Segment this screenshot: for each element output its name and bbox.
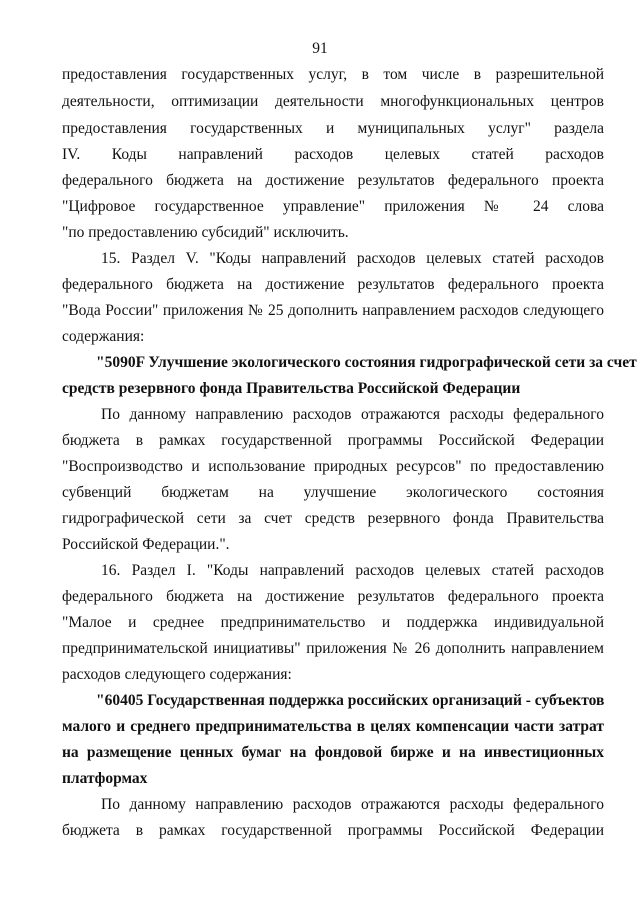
text-line: расходов следующего содержания: xyxy=(62,666,292,683)
text-line-code: средств резервного фонда Правительства Российской Федерации xyxy=(62,380,521,397)
text-line: бюджета в рамках государственной программы Российской Федерации xyxy=(62,822,604,839)
text-line: "Вода России" приложения № 25 дополнить направлением расходов следующего xyxy=(62,302,604,319)
text-line: федерального бюджета на достижение результатов федерального проекта xyxy=(62,172,604,189)
text-line-code: малого и среднего предпринимательства в целях компенсации части затрат xyxy=(62,718,604,735)
text-line: По данному направлению расходов отражаются расходы федерального xyxy=(101,796,604,813)
text-line: По данному направлению расходов отражаются расходы федерального xyxy=(101,406,604,423)
text-line: предпринимательской инициативы" приложения № 26 дополнить направлением xyxy=(62,640,604,657)
text-line: федерального бюджета на достижение результатов федерального проекта xyxy=(62,276,604,293)
text-line-code: "5090F Улучшение экологического состояния гидрографической сети за счет xyxy=(96,354,637,371)
text-line-code: "60405 Государственная поддержка российских организаций - субъектов xyxy=(96,692,605,709)
text-line: деятельности, оптимизации деятельности многофункциональных центров xyxy=(62,93,604,110)
text-line: содержания: xyxy=(62,328,145,345)
text-line: "Воспроизводство и использование природных ресурсов" по предоставлению xyxy=(62,458,604,475)
text-line: "Малое и среднее предпринимательство и поддержка индивидуальной xyxy=(62,614,604,631)
text-line: "Цифровое государственное управление" приложения № 24 слова xyxy=(62,198,604,215)
text-line: "по предоставлению субсидий" исключить. xyxy=(62,224,349,241)
text-line: предоставления государственных услуг, в том числе в разрешительной xyxy=(62,66,604,83)
text-line: 15. Раздел V. "Коды направлений расходов целевых статей расходов xyxy=(101,250,604,267)
page-number: 91 xyxy=(312,40,328,57)
text-line: предоставления государственных и муниципальных услуг" раздела xyxy=(62,120,604,137)
text-line: гидрографической сети за счет средств резервного фонда Правительства xyxy=(62,510,604,527)
text-line: 16. Раздел I. "Коды направлений расходов целевых статей расходов xyxy=(101,562,604,579)
text-line: IV. Коды направлений расходов целевых статей расходов xyxy=(62,146,604,163)
text-line: федерального бюджета на достижение результатов федерального проекта xyxy=(62,588,604,605)
text-line-code: платформах xyxy=(62,770,148,787)
text-line-code: на размещение ценных бумаг на фондовой бирже и на инвестиционных xyxy=(62,744,604,761)
text-line: бюджета в рамках государственной программы Российской Федерации xyxy=(62,432,604,449)
text-line: Российской Федерации.". xyxy=(62,536,230,553)
text-line: субвенций бюджетам на улучшение экологического состояния xyxy=(62,484,604,501)
